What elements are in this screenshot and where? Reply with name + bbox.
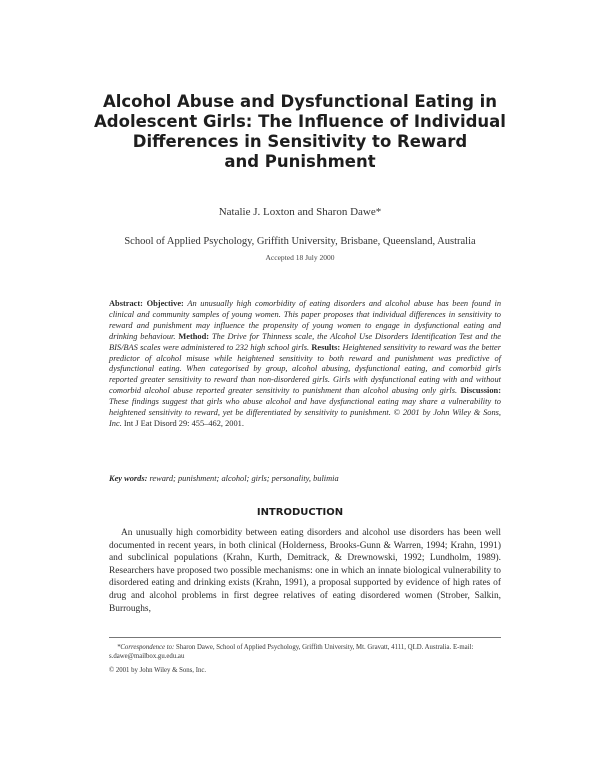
title-line: Alcohol Abuse and Dysfunctional Eating in: [102, 92, 498, 111]
results-text: Heightened sensitivity to reward was the better predictor of alcohol misuse while heightened sensitivity to both reward and punishment was predictive of dysfunctional eating. When categorised by group, alcohol abusing, dysfunctional eating, and comorbid girls reported greater sensitivity to reward than non-disordered girls. Girls with dysfunctional eating with and without comorbid alcohol abuse reported greater sensitivity to punishment than alcohol abusing only girls.: [109, 342, 501, 396]
section-heading-introduction: INTRODUCTION: [256, 507, 344, 518]
abstract-label: Abstract:: [109, 299, 143, 308]
keywords: [109, 473, 501, 484]
keywords-text: reward; punishment; alcohol; girls; personality, bulimia: [147, 474, 339, 483]
abstract: [109, 299, 501, 430]
title-line: Differences in Sensitivity to Reward: [132, 132, 468, 151]
objective-label: Objective:: [146, 299, 184, 308]
correspondence-footnote: [109, 643, 509, 661]
journal-citation: Int J Eat Disord 29: 455–462, 2001.: [121, 418, 244, 428]
method-text: The Drive for Thinness scale, the Alcohol Use Disorders Identification Test and the BIS/BAS scales were administered to 232 high school girls.: [109, 331, 501, 352]
title-line: Adolescent Girls: The Influence of Individual: [94, 112, 506, 131]
discussion-text: These findings suggest that girls who abuse alcohol and have dysfunctional eating may share a vulnerability to heightened sensitivity to reward, yet be differentiated by sensitivity to punishment. © 2001 by John Wiley & Sons, Inc.: [109, 397, 501, 428]
accepted-date: Accepted 18 July 2000: [265, 253, 335, 262]
method-label: Method:: [178, 331, 210, 341]
footnote-label: *Correspondence to:: [117, 644, 175, 651]
title-line: and Punishment: [224, 152, 376, 171]
author-list: Natalie J. Loxton and Sharon Dawe*: [218, 206, 382, 218]
footnote-text: Sharon Dawe, School of Applied Psychology, Griffith University, Mt. Gravatt, 4111, QLD. Australia. E-mail: s.dawe@mailbox.gu.edu.au: [109, 644, 474, 660]
discussion-label: Discussion:: [460, 386, 501, 396]
objective-text: An unusually high comorbidity of eating disorders and alcohol abuse has been found in clinical and community samples of young women. This paper proposes that individual differences in sensitivity to reward and punishment may influence the propensity of young women to engage in dysfunctional eating and drinking behaviour.: [109, 299, 502, 341]
results-label: Results:: [311, 342, 341, 352]
keywords-label: Key words:: [109, 474, 148, 483]
article-title: [90, 92, 510, 172]
copyright-notice: © 2001 by John Wiley & Sons, Inc.: [109, 667, 207, 674]
author-affiliation: School of Applied Psychology, Griffith University, Brisbane, Queensland, Australia: [124, 236, 476, 247]
footnote-divider: [109, 637, 501, 638]
introduction-paragraph: An unusually high comorbidity between eating disorders and alcohol use disorders has been well documented in recent years, in both clinical (Holderness, Brooks-Gunn & Warren, 1994; Krahn, 1991) and subclinical populations (Krahn, Kurth, Demitrack, & Drewnowski, 1992; Lundholm, 1989). Researchers have proposed two possible mechanisms: one in which an innate biological vulnerability to disordered eating and drinking exists (Krahn, 1991), a proposal supported by evidence of high rates of drug and alcohol problems in first degree relatives of eating disordered women (Strober, Salkin, Burroughs,: [109, 528, 501, 614]
